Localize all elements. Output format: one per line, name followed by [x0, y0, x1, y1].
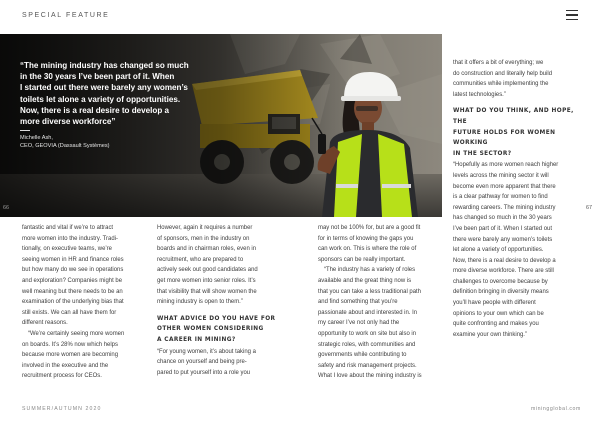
- text-line: there were barely any women’s toilets: [453, 236, 553, 243]
- article-column-4: [453, 58, 583, 340]
- text-line: that visibility that will show women the: [157, 288, 257, 295]
- attribution-name: Michelle Ash,: [20, 135, 53, 141]
- text-line: “We’re certainly seeing more women: [28, 330, 125, 337]
- quote-line: “The mining industry has changed so much: [20, 61, 189, 70]
- quote-line: Now, there is a real desire to develop a: [20, 105, 170, 115]
- text-line: get more women into senior roles. It’s: [157, 277, 256, 284]
- text-line: safety and risk management projects.: [318, 362, 417, 369]
- subheading-line: IN THE SECTOR?: [453, 150, 512, 157]
- text-line: levels across the mining sector it will: [453, 172, 549, 179]
- text-line: rewarding careers. The mining industry: [453, 204, 556, 211]
- text-line: quite confronting and makes you: [453, 321, 539, 328]
- subheading-line: FUTURE HOLDS FOR WOMEN WORKING: [453, 129, 556, 147]
- subheading-line: A CAREER IN MINING?: [157, 336, 236, 343]
- text-line: and exploration? Companies might be: [22, 277, 123, 284]
- text-line: pared to put yourself into a role you: [157, 369, 251, 376]
- text-line: has changed so much in the 30 years: [453, 215, 552, 222]
- text-line: more women into the industry. Tradi-: [22, 235, 118, 242]
- text-line: is a clear pathway for women to find: [453, 194, 548, 201]
- page-number-left: 66: [3, 205, 9, 211]
- text-line: on boards. It’s 28% now which helps: [22, 341, 118, 348]
- text-line: recruitment, who are prepared to: [157, 256, 244, 263]
- page-number-right: 67: [586, 205, 592, 211]
- text-line: “For young women, it’s about taking a: [157, 348, 256, 355]
- text-line: boards and in chairman roles, even in: [157, 246, 257, 253]
- text-line: but how many do we see in operations: [22, 267, 124, 274]
- subheading-line: WHAT ADVICE DO YOU HAVE FOR: [157, 315, 276, 322]
- text-line: can work on. This is where the role of: [318, 246, 417, 253]
- text-line: communities while implementing the: [453, 81, 549, 88]
- text-line: seeing women in HR and finance roles: [22, 256, 124, 263]
- text-line: recruitment process for CEOs.: [22, 373, 102, 380]
- text-line: opinions to your own which can be: [453, 310, 544, 317]
- text-line: challenges to overcome because by: [453, 278, 548, 285]
- text-line: actively seek out good candidates and: [157, 267, 258, 274]
- quote-line: in the 30 years I’ve been part of it. When: [20, 72, 175, 82]
- text-line: strategic roles, with communities and: [318, 341, 416, 348]
- text-line: available and the great thing now is: [318, 277, 412, 284]
- text-line: different reasons.: [22, 320, 68, 327]
- text-line: “The industry has a variety of roles: [324, 267, 416, 274]
- article-column-2: [157, 223, 285, 378]
- text-line: sponsors can be really important.: [318, 256, 406, 263]
- pull-quote: [20, 60, 235, 127]
- text-line: become even more apparent that there: [453, 183, 556, 190]
- text-line: well meaning but there needs to be an: [22, 288, 123, 295]
- article-column-1: [22, 223, 150, 382]
- article-column-3: [318, 223, 446, 382]
- attribution-role: CEO, GEOVIA (Dassault Systèmes): [20, 142, 110, 149]
- text-line: Now, there is a real desire to develop a: [453, 257, 556, 264]
- text-line: governments while contributing to: [318, 352, 407, 359]
- text-line: my career I’ve not only had the: [318, 320, 400, 327]
- website-link[interactable]: miningglobal.com: [531, 406, 581, 412]
- text-line: opportunity to work on site but also in: [318, 330, 417, 337]
- quote-divider: [20, 130, 30, 131]
- text-line: of sponsors, men in the industry on: [157, 235, 250, 242]
- text-line: still exists. We can all have them for: [22, 309, 117, 316]
- text-line: examine your own thinking.”: [453, 331, 527, 338]
- subheading-line: WHAT DO YOU THINK, AND HOPE, THE: [453, 108, 574, 125]
- text-line: latest technologies.”: [453, 91, 506, 98]
- quote-attribution: [20, 135, 110, 150]
- text-line: I’ve been part of it. When I started out: [453, 225, 553, 232]
- text-line: examination of the underlying bias that: [22, 299, 124, 306]
- subheading-line: OTHER WOMEN CONSIDERING: [157, 326, 264, 333]
- text-line: passionate about and interested in. In: [318, 309, 418, 316]
- quote-line: toilets let alone a variety of opportunities.: [20, 94, 181, 104]
- text-line: more diverse workforce. There are still: [453, 268, 554, 275]
- text-line: because more women are becoming: [22, 352, 119, 359]
- text-line: mining industry is open to them.”: [157, 299, 243, 306]
- text-line: may not be 100% for, but are a good fit: [318, 225, 421, 231]
- text-line: definition bringing in diversity means: [453, 289, 549, 296]
- text-line: you’ll have people with different: [453, 300, 536, 307]
- text-line: tionally, on executive teams, we’re: [22, 246, 112, 253]
- text-line: chance on yourself and being pre-: [157, 359, 247, 366]
- text-line: fantastic and vital if we’re to attract: [22, 225, 114, 231]
- top-bar: [0, 0, 600, 34]
- quote-line: more diverse workforce”: [20, 117, 116, 127]
- text-line: do construction and literally help build: [453, 70, 553, 77]
- text-line: let alone a variety of opportunities.: [453, 247, 544, 254]
- text-line: for in terms of knowing the gaps you: [318, 235, 414, 242]
- section-label: SPECIAL FEATURE: [22, 12, 110, 19]
- hamburger-menu-icon[interactable]: [566, 10, 578, 20]
- text-line: “Hopefully as more women reach higher: [453, 162, 559, 169]
- text-line: that you can take a less traditional path: [318, 288, 421, 295]
- quote-line: I started out there were barely any women’s: [20, 83, 188, 93]
- text-line: What I love about the mining industry is: [318, 373, 422, 380]
- text-line: However, again it requires a number: [157, 225, 253, 231]
- text-line: that it offers a bit of everything; we: [453, 60, 544, 66]
- text-line: involved in the executive and the: [22, 362, 109, 369]
- issue-label: SUMMER/AUTUMN 2020: [22, 406, 102, 412]
- text-line: and find something that you’re: [318, 299, 398, 306]
